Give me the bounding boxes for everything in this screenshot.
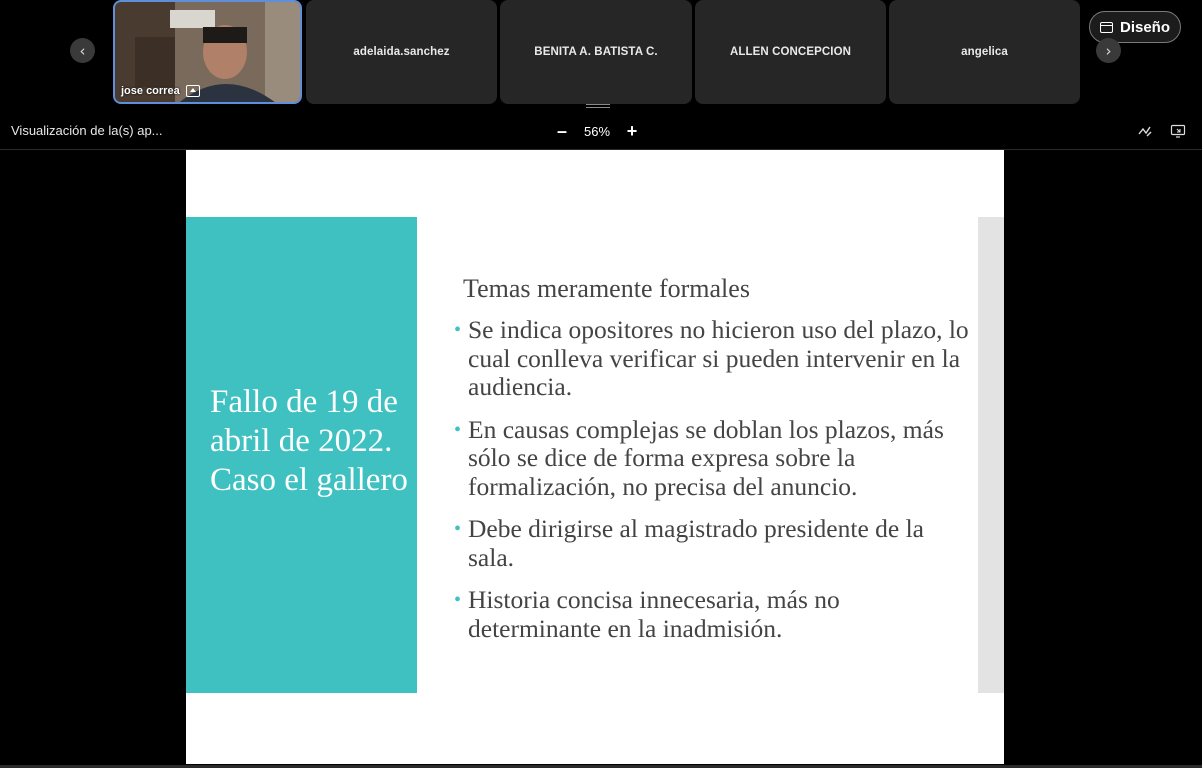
shared-content-area bbox=[0, 150, 1202, 765]
bullet-text: Historia concisa innecesaria, más no determinante en la inadmisión. bbox=[468, 585, 840, 643]
slide-bullet bbox=[454, 316, 974, 402]
zoom-out-button[interactable]: – bbox=[556, 121, 567, 141]
popout-icon[interactable] bbox=[1170, 123, 1186, 139]
bullet-text: Debe dirigirse al magistrado presidente de la sala. bbox=[468, 514, 924, 572]
slide-title: Fallo de 19 de abril de 2022. Caso el gallero bbox=[210, 384, 408, 498]
slide-bullet bbox=[454, 416, 974, 502]
slide-heading: Temas meramente formales bbox=[463, 274, 750, 303]
participant-strip bbox=[0, 0, 1202, 108]
slide-content bbox=[454, 274, 974, 657]
participant-tile-video[interactable] bbox=[113, 0, 302, 104]
bullet-text: En causas complejas se doblan los plazos, más sólo se dice de forma expresa sobre la formalización, no precisa del anuncio. bbox=[468, 414, 944, 501]
presentation-slide bbox=[186, 150, 1004, 764]
slide-bullet bbox=[454, 586, 974, 643]
bullet-icon: • bbox=[454, 589, 462, 611]
chevron-right-icon[interactable]: › bbox=[1096, 38, 1121, 63]
resize-handle[interactable] bbox=[586, 104, 610, 110]
bullet-icon: • bbox=[454, 518, 462, 540]
slide-bullet bbox=[454, 515, 974, 572]
layout-icon bbox=[1100, 22, 1113, 33]
zoom-level: 56% bbox=[583, 123, 611, 139]
share-title: Visualización de la(s) ap... bbox=[11, 123, 163, 138]
bullet-icon: • bbox=[454, 418, 462, 441]
participant-name: BENITA A. BATISTA C. bbox=[534, 46, 658, 58]
participant-tile[interactable] bbox=[500, 0, 692, 104]
slide-side-bar bbox=[978, 217, 1004, 693]
participant-tile[interactable] bbox=[889, 0, 1080, 104]
participant-tile[interactable] bbox=[306, 0, 497, 104]
zoom-control bbox=[552, 120, 642, 142]
annotate-icon[interactable] bbox=[1137, 123, 1153, 139]
screen-share-icon bbox=[186, 85, 200, 97]
slide-title-panel bbox=[186, 217, 417, 693]
bullet-text: Se indica opositores no hicieron uso del plazo, lo cual conlleva verificar si pueden intervenir en la audiencia. bbox=[468, 315, 969, 401]
participant-name: angelica bbox=[961, 46, 1008, 58]
layout-button-label: Diseño bbox=[1119, 18, 1170, 36]
bullet-icon: • bbox=[454, 319, 462, 341]
participant-tile[interactable] bbox=[695, 0, 886, 104]
chevron-left-icon[interactable]: ‹ bbox=[70, 38, 95, 63]
participant-name: jose correa bbox=[121, 85, 180, 97]
zoom-in-button[interactable]: + bbox=[626, 121, 638, 141]
share-toolbar bbox=[0, 112, 1202, 150]
participant-name-label bbox=[121, 85, 200, 97]
participant-name: ALLEN CONCEPCION bbox=[729, 46, 852, 58]
participant-name: adelaida.sanchez bbox=[353, 46, 450, 58]
